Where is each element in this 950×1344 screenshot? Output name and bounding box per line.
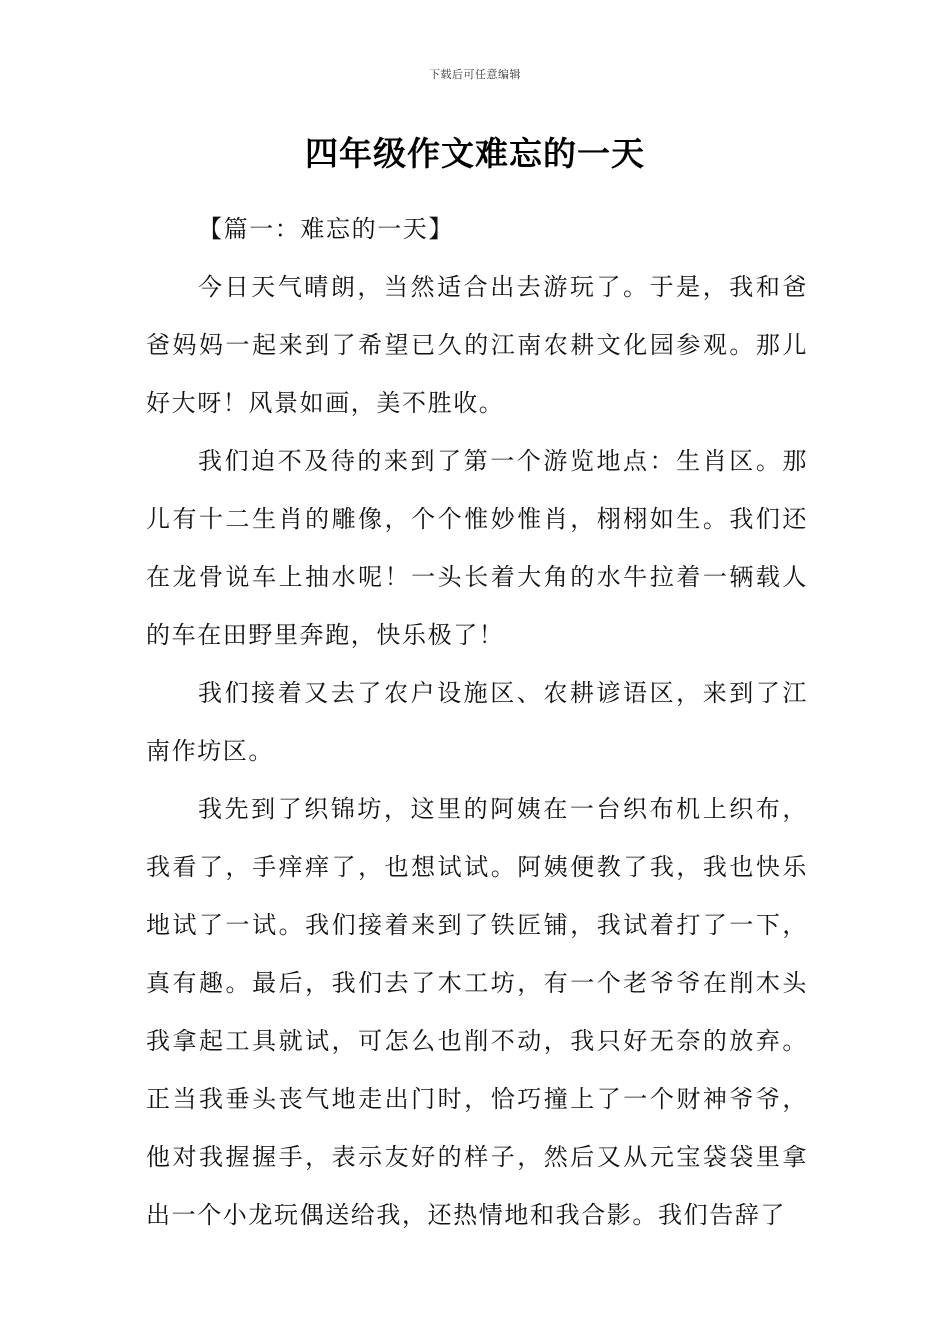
essay-body [146,200,808,1244]
paragraph-4: 我先到了织锦坊，这里的阿姨在一台织布机上织布，我看了，手痒痒了，也想试试。阿姨便教了我，我也快乐地试了一试。我们接着来到了铁匠铺，我试着打了一下，真有趣。最后，我们去了木工坊，有一个老爷爷在削木头我拿起工具就试，可怎么也削不动，我只好无奈的放弃。正当我垂头丧气地走出门时，恰巧撞上了一个财神爷爷，他对我握握手，表示友好的样子，然后又从元宝袋袋里拿出一个小龙玩偶送给我，还热情地和我合影。我们告辞了 [146,795,808,1229]
section-heading: 【篇一：难忘的一天】 [198,215,454,243]
paragraph-1: 今日天气晴朗，当然适合出去游玩了。于是，我和爸爸妈妈一起来到了希望已久的江南农耕文化园参观。那儿好大呀！风景如画，美不胜收。 [146,273,808,417]
page-title: 四年级作文难忘的一天 [305,134,645,173]
paragraph-3: 我们接着又去了农户设施区、农耕谚语区，来到了江南作坊区。 [146,679,808,765]
paragraph-2: 我们迫不及待的来到了第一个游览地点：生肖区。那儿有十二生肖的雕像，个个惟妙惟肖，栩栩如生。我们还在龙骨说车上抽水呢！一头长着大角的水牛拉着一辆载人的车在田野里奔跑，快乐极了！ [146,447,808,649]
header-note: 下载后可任意编辑 [429,68,521,81]
